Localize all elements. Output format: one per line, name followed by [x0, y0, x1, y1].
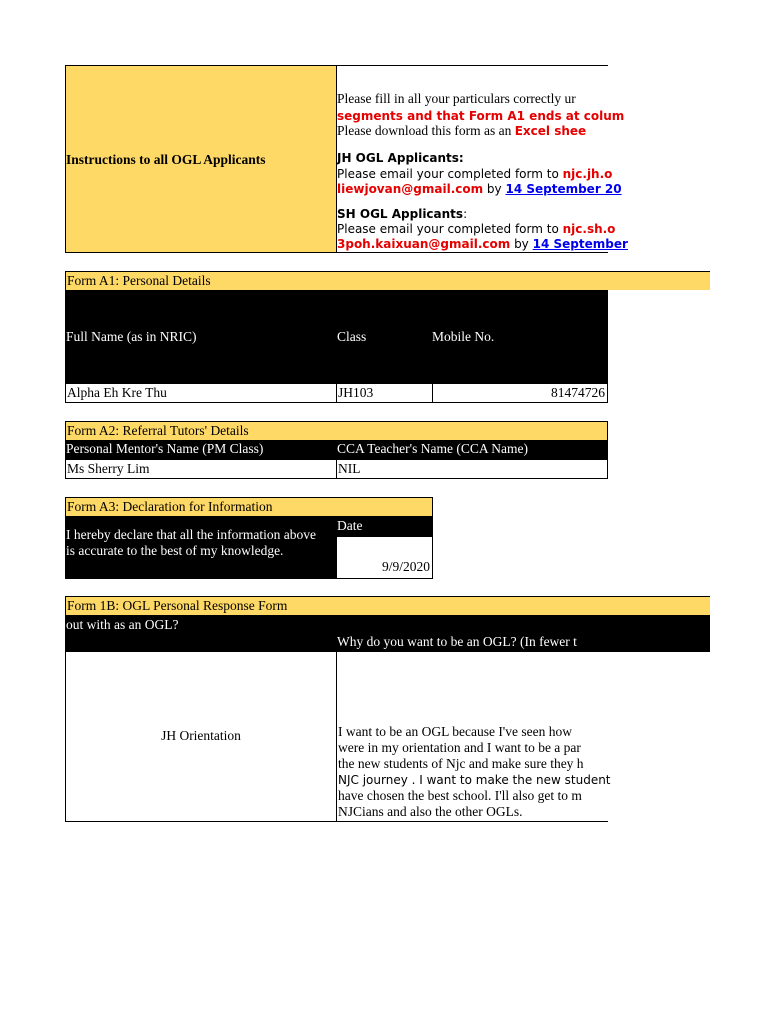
instructions-line-2: segments and that Form A1 ends at colum [337, 109, 625, 123]
form-1b-title-bar [65, 596, 710, 615]
form-a1-title-bar [65, 271, 710, 290]
answer-2-field[interactable] [338, 724, 609, 820]
form-a1-header-row [65, 290, 608, 384]
jh-line-1: Please email your completed form to njc.jh.o [337, 167, 613, 181]
declaration-text: I hereby declare that all the information above is accurate to the best of my knowledge. [66, 527, 317, 558]
jh-line-2: liewjovan@gmail.com by 14 September 20 [337, 182, 622, 196]
form-a2-title-bar [65, 421, 608, 441]
instructions-title-cell [65, 65, 337, 253]
answer-2-line: NJCians and also the other OGLs. [338, 804, 523, 819]
header-class: Class [337, 329, 367, 344]
cca-field[interactable]: NIL [338, 461, 361, 476]
answer-2-line: I want to be an OGL because I've seen how [338, 724, 572, 739]
form-a3-declaration-cell [65, 517, 337, 579]
form-1b-header-row [65, 615, 710, 652]
header-mobile: Mobile No. [432, 329, 495, 344]
instructions-line-1: Please fill in all your particulars correctly ur [337, 91, 576, 106]
jh-email-link[interactable]: liewjovan@gmail.com [337, 182, 484, 196]
jh-heading: JH OGL Applicants: [337, 151, 464, 165]
sh-deadline: 14 September [532, 237, 628, 251]
sh-line-2: 3poh.kaixuan@gmail.com by 14 September [337, 237, 628, 251]
answer-2-line: the new students of Njc and make sure they h [338, 756, 584, 771]
header-cca: CCA Teacher's Name (CCA Name) [337, 441, 528, 456]
form-1b-answer-row [65, 651, 611, 822]
header-full-name: Full Name (as in NRIC) [66, 329, 197, 344]
form-a1-value-row [65, 383, 608, 403]
mobile-field[interactable]: 81474726 [551, 385, 605, 400]
date-value-cell [336, 537, 433, 579]
date-label-cell [336, 517, 433, 537]
form-a3-title-bar [65, 497, 433, 517]
form-a2-value-row [65, 459, 608, 479]
sh-line-1: Please email your completed form to njc.sh.o [337, 222, 616, 236]
instructions-line-3: Please download this form as an Excel shee [337, 123, 587, 138]
full-name-field[interactable]: Alpha Eh Kre Thu [67, 385, 167, 400]
sh-email-link[interactable]: 3poh.kaixuan@gmail.com [337, 237, 511, 251]
instructions-title: Instructions to all OGL Applicants [66, 152, 266, 167]
question-2-header: Why do you want to be an OGL? (In fewer t [337, 634, 577, 649]
question-1-header: out with as an OGL? [66, 617, 179, 632]
form-a1-title: Form A1: Personal Details [67, 273, 211, 288]
form-1b-title: Form 1B: OGL Personal Response Form [67, 598, 288, 613]
form-a3-title: Form A3: Declaration for Information [67, 499, 273, 514]
form-a2-title: Form A2: Referral Tutors' Details [67, 423, 249, 438]
answer-2-line: NJC journey . I want to make the new student [338, 773, 611, 787]
date-label: Date [337, 518, 363, 533]
sh-heading: SH OGL Applicants: [337, 207, 468, 221]
class-field[interactable]: JH103 [338, 385, 374, 400]
answer-2-line: have chosen the best school. I'll also get to m [338, 788, 582, 803]
instructions-body-cell [336, 65, 628, 253]
form-a2-header-row [65, 440, 608, 459]
jh-deadline: 14 September 20 [505, 182, 622, 196]
header-mentor: Personal Mentor's Name (PM Class) [66, 441, 264, 456]
date-field[interactable]: 9/9/2020 [381, 559, 430, 574]
answer-1-field[interactable]: JH Orientation [161, 728, 241, 743]
answer-2-line: were in my orientation and I want to be a par [338, 740, 581, 755]
mentor-field[interactable]: Ms Sherry Lim [67, 461, 150, 476]
